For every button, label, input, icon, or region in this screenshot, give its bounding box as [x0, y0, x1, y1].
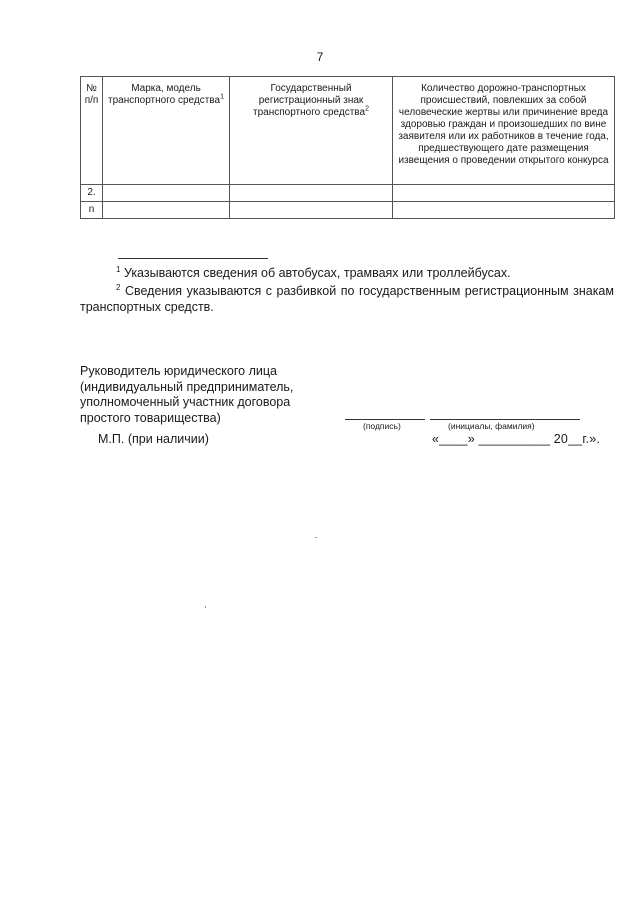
name-caption: (инициалы, фамилия) — [448, 421, 535, 431]
header-make-model: Марка, модель транспортного средства$^1$ — [103, 77, 230, 185]
table-cell — [230, 202, 393, 219]
vehicles-table — [80, 76, 615, 219]
footnote-separator — [118, 258, 268, 259]
table-row — [81, 185, 615, 202]
table-cell — [393, 202, 615, 219]
table-cell — [103, 185, 230, 202]
table-cell — [230, 185, 393, 202]
header-number: № п/п — [81, 77, 103, 185]
table-cell — [103, 202, 230, 219]
table-header-row — [81, 77, 615, 185]
scan-speck — [315, 537, 317, 538]
table-cell: 2. — [81, 185, 103, 202]
signature-line — [345, 419, 425, 420]
stamp-placeholder: М.П. (при наличии) — [98, 432, 209, 446]
header-accident-count: Количество дорожно-транспортных происшествий, повлекших за собой человеческие жертвы или причинение вреда здоровью граждан и произошедших по вине заявителя или их работников в течение года, предшествующего дате размещения извещения о проведении открытого конкурса — [393, 77, 615, 185]
footnote-2: $^2$ Сведения указываются с разбивкой по государственным регистрационным знакам транспортных средств. — [80, 283, 614, 315]
name-line — [430, 419, 580, 420]
signature-caption: (подпись) — [363, 421, 401, 431]
table-cell: n — [81, 202, 103, 219]
date-field: «____» __________ 20__г.». — [432, 432, 601, 446]
table-row — [81, 202, 615, 219]
page-number: 7 — [316, 50, 324, 64]
header-registration-plate: Государственный регистрационный знак транспортного средства$^2$ — [230, 77, 393, 185]
footnote-1: $^1$ Указываются сведения об автобусах, трамваях или троллейбусах. — [116, 265, 511, 281]
signatory-title: Руководитель юридического лица (индивидуальный предприниматель, уполномоченный участник договора простого товарищества) — [80, 364, 294, 425]
table-cell — [393, 185, 615, 202]
scan-speck — [205, 606, 206, 608]
